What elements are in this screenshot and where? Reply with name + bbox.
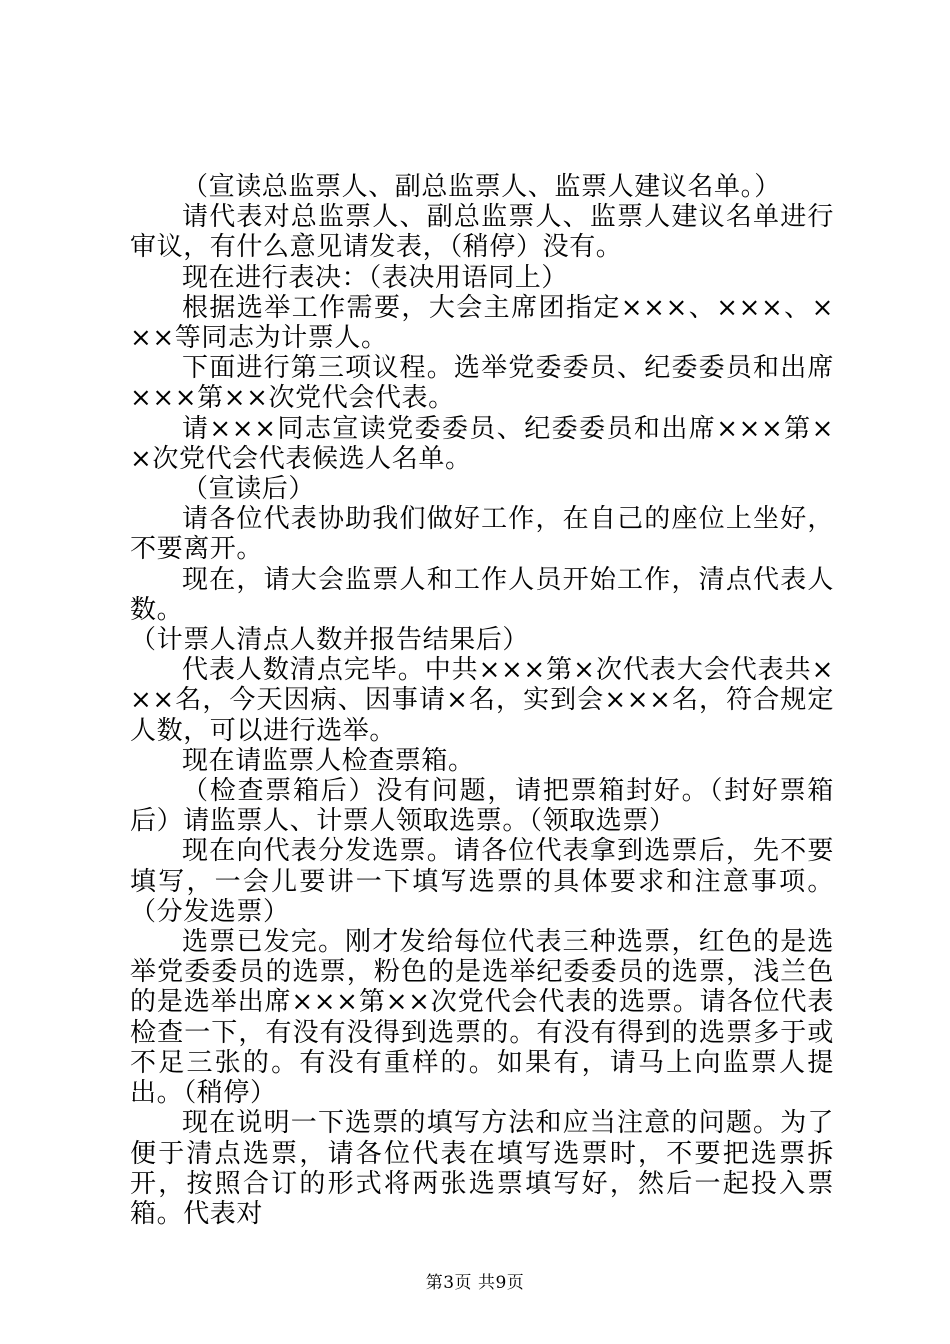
paragraph: 请代表对总监票人、副总监票人、监票人建议名单进行审议，有什么意见请发表，（稍停）没有。 xyxy=(130,202,834,263)
paragraph: （宣读后） xyxy=(182,474,316,505)
paragraph: （计票人清点人数并报告结果后） xyxy=(130,625,530,656)
paragraph: 现在说明一下选票的填写方法和应当注意的问题。为了便于清点选票，请各位代表在填写选票时，不要把选票拆开，按照合订的形式将两张选票填写好，然后一起投入票箱。代表对 xyxy=(130,1108,834,1229)
paragraph: 现在进行表决：（表决用语同上） xyxy=(182,262,569,293)
paragraph: 请各位代表协助我们做好工作，在自己的座位上坐好，不要离开。 xyxy=(130,504,834,565)
paragraph: 现在请监票人检查票箱。 xyxy=(182,745,475,776)
paragraph: 现在，请大会监票人和工作人员开始工作，清点代表人数。 xyxy=(130,564,834,625)
page-number-footer: 第3页 共9页 xyxy=(425,1273,525,1293)
paragraph: （宣读总监票人、副总监票人、监票人建议名单。） xyxy=(182,172,781,202)
paragraph: 根据选举工作需要，大会主席团指定×××、×××、×××等同志为计票人。 xyxy=(130,292,834,354)
paragraph: 选票已发完。刚才发给每位代表三种选票，红色的是选举党委委员的选票，粉色的是选举纪委委员的选票，浅兰色的是选举出席×××第××次党代会代表的选票。请各位代表检查一下，有没有没得到选票的。有没有得到的选票多于或不足三张的。有没有重样的。如果有，请马上向监票人提出。（稍停） xyxy=(130,927,834,1109)
paragraph: 请×××同志宣读党委委员、纪委委员和出席×××第××次党代会代表候选人名单。 xyxy=(130,413,834,474)
document-body xyxy=(130,172,834,1229)
paragraph: 代表人数清点完毕。中共×××第×次代表大会代表共×××名，今天因病、因事请×名，实到会×××名，符合规定人数，可以进行选举。 xyxy=(130,655,834,746)
paragraph: 现在向代表分发选票。请各位代表拿到选票后，先不要填写，一会儿要讲一下填写选票的具体要求和注意事项。（分发选票） xyxy=(130,836,834,927)
paragraph: （检查票箱后）没有问题，请把票箱封好。（封好票箱后）请监票人、计票人领取选票。（领取选票） xyxy=(130,776,834,837)
paragraph: 下面进行第三项议程。选举党委委员、纪委委员和出席×××第××次党代会代表。 xyxy=(130,353,834,414)
